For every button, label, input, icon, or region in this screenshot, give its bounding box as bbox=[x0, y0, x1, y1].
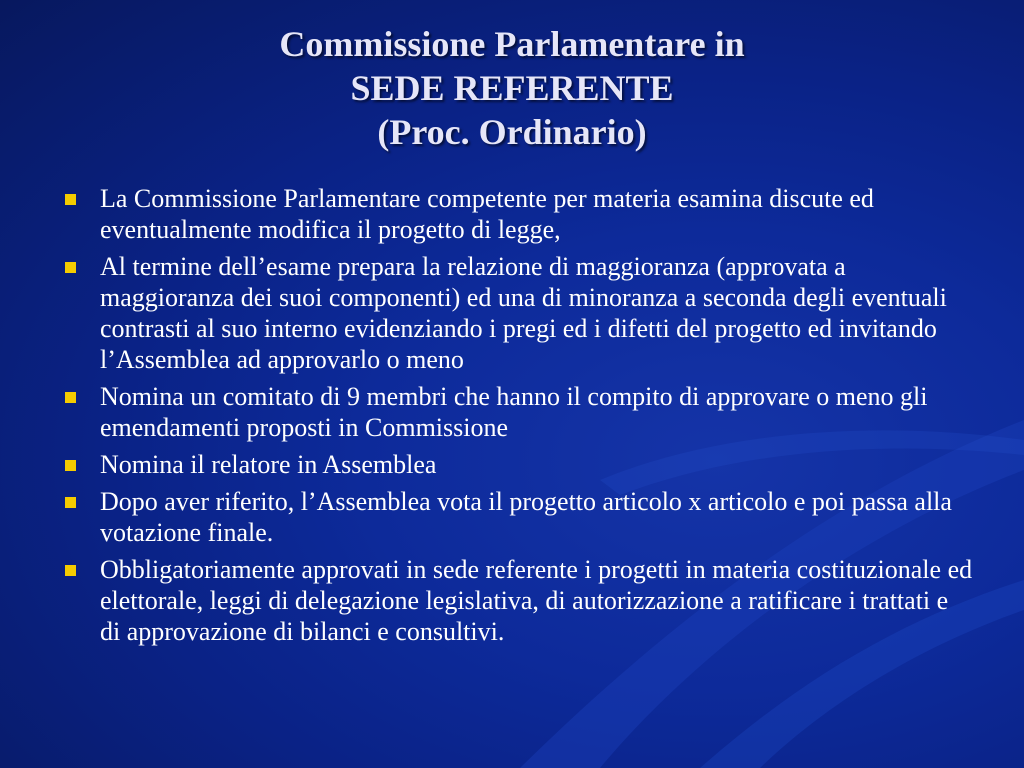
title-line-1: Commissione Parlamentare in bbox=[279, 24, 745, 64]
square-bullet-icon bbox=[65, 194, 76, 205]
bullet-item bbox=[62, 381, 974, 443]
bullet-text: La Commissione Parlamentare competente per materia esamina discute ed eventualmente modifica il progetto di legge, bbox=[100, 184, 874, 244]
bullet-item bbox=[62, 449, 974, 480]
square-bullet-icon bbox=[65, 565, 76, 576]
bullet-text: Obbligatoriamente approvati in sede referente i progetti in materia costituzionale ed elettorale, leggi di delegazione legislativa, di autorizzazione a ratificare i trattati e di approvazione di bilanci e consultivi. bbox=[100, 555, 973, 646]
title-line-3: (Proc. Ordinario) bbox=[377, 112, 647, 152]
title-line-2: SEDE REFERENTE bbox=[350, 68, 674, 108]
bullet-text: Al termine dell’esame prepara la relazione di maggioranza (approvata a maggioranza dei suoi componenti) ed una di minoranza a seconda degli eventuali contrasti al suo interno evidenziando i pregi ed i difetti del progetto ed invitando l’Assemblea ad approvarlo o meno bbox=[100, 252, 947, 374]
bullet-item bbox=[62, 183, 974, 245]
square-bullet-icon bbox=[65, 497, 76, 508]
bullet-text: Dopo aver riferito, l’Assemblea vota il progetto articolo x articolo e poi passa alla votazione finale. bbox=[100, 487, 952, 547]
bullet-text: Nomina un comitato di 9 membri che hanno il compito di approvare o meno gli emendamenti proposti in Commissione bbox=[100, 382, 928, 442]
square-bullet-icon bbox=[65, 262, 76, 273]
bullet-item bbox=[62, 251, 974, 375]
bullet-text: Nomina il relatore in Assemblea bbox=[100, 450, 437, 479]
square-bullet-icon bbox=[65, 460, 76, 471]
bullet-item bbox=[62, 554, 974, 647]
bullet-item bbox=[62, 486, 974, 548]
square-bullet-icon bbox=[65, 392, 76, 403]
slide-title bbox=[0, 22, 1024, 154]
bullet-list bbox=[62, 183, 974, 653]
